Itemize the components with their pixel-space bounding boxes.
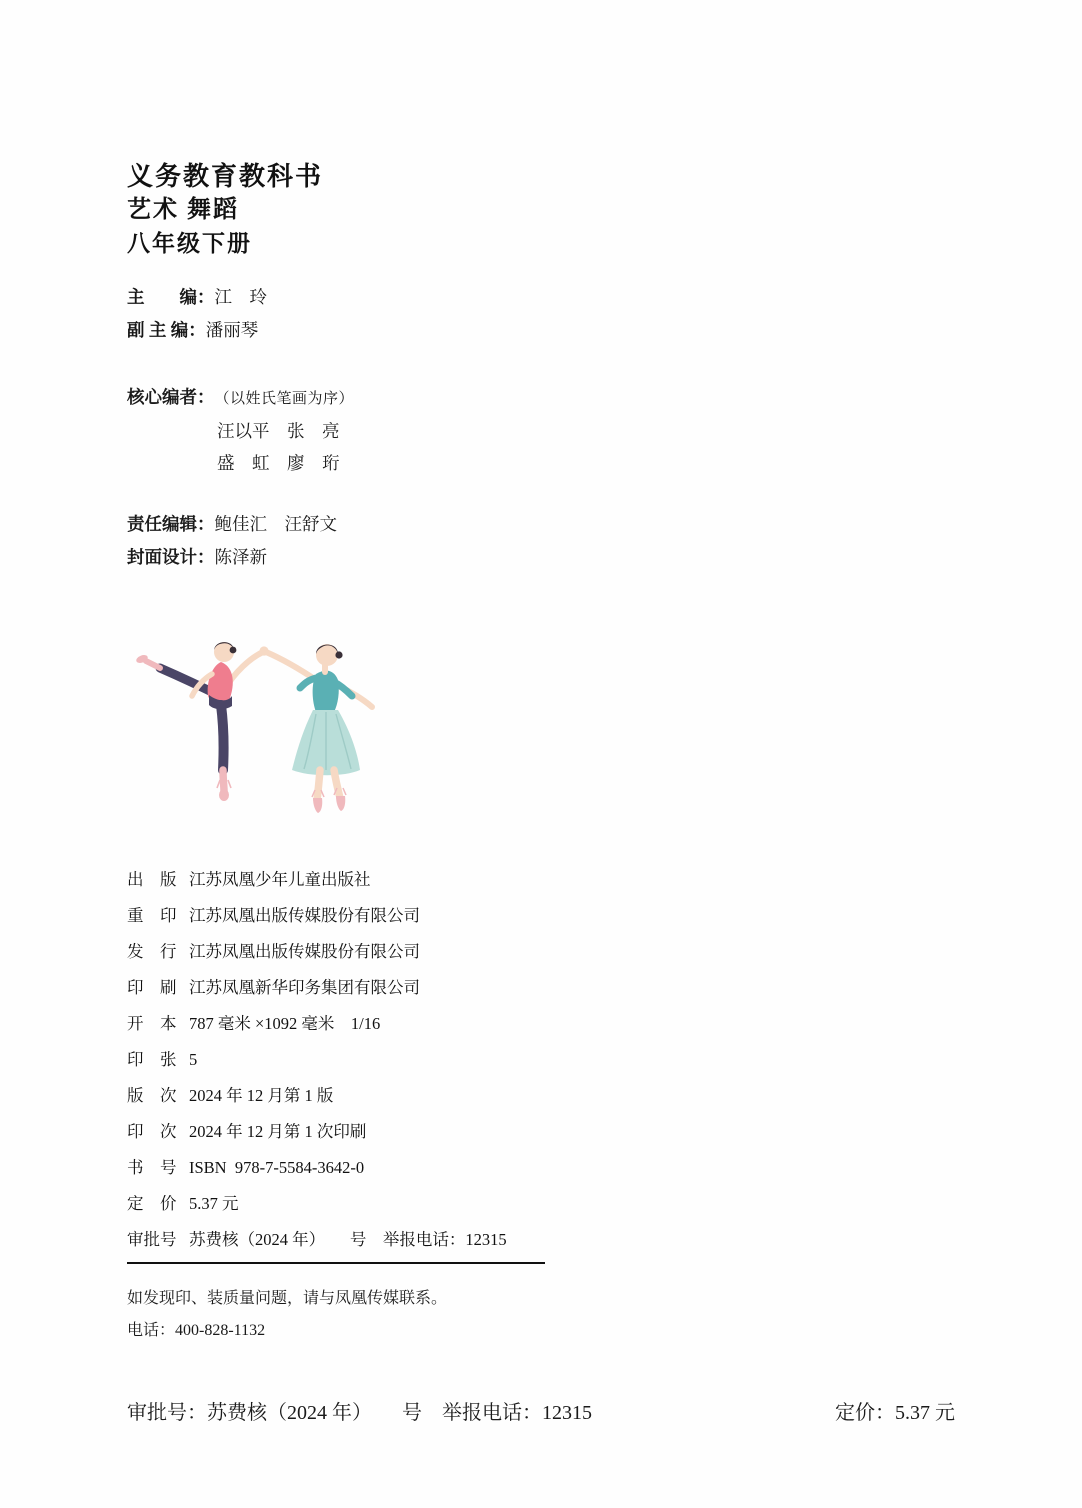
core-editors-names-line-1: 汪以平 张 亮 xyxy=(217,421,340,441)
imprint-key: 书 号 xyxy=(127,1158,177,1177)
page-footer xyxy=(127,1396,955,1425)
right-dancer xyxy=(259,644,372,813)
imprint-value: 2024 年 12 月第 1 次印刷 xyxy=(189,1122,367,1141)
imprint-key: 开 本 xyxy=(127,1014,177,1033)
imprint-value: 江苏凤凰新华印务集团有限公司 xyxy=(189,978,420,997)
imprint-value: ISBN 978-7-5584-3642-0 xyxy=(189,1158,365,1177)
imprint-key: 印 刷 xyxy=(127,978,177,997)
imprint-row xyxy=(127,1150,827,1186)
footer-approval-number: 审批号：苏费核（2024 年） 号 举报电话：12315 xyxy=(127,1402,592,1424)
imprint-row xyxy=(127,1186,827,1222)
responsible-editor-value: 鲍佳汇 汪舒文 xyxy=(214,514,337,534)
quality-notice-phone: 电话：400-828-1132 xyxy=(127,1322,266,1339)
imprint-row xyxy=(127,1222,827,1258)
imprint-row xyxy=(127,970,827,1006)
imprint-key: 印 张 xyxy=(127,1050,177,1069)
chief-editor-label: 主 编： xyxy=(127,287,215,307)
cover-designer-row xyxy=(127,541,767,574)
imprint-row xyxy=(127,1114,827,1150)
editor-credits xyxy=(127,281,767,347)
imprint-list xyxy=(127,862,827,1258)
production-credits xyxy=(127,508,767,574)
two-ballet-dancers-illustration xyxy=(120,610,420,840)
imprint-value: 2024 年 12 月第 1 版 xyxy=(189,1086,334,1105)
divider-rule xyxy=(127,1262,545,1264)
quality-notice xyxy=(127,1283,827,1347)
imprint-key: 版 次 xyxy=(127,1086,177,1105)
imprint-key: 印 次 xyxy=(127,1122,177,1141)
imprint-value: 江苏凤凰出版传媒股份有限公司 xyxy=(189,906,420,925)
responsible-editor-label: 责任编辑： xyxy=(127,514,215,534)
imprint-value: 5 xyxy=(189,1050,198,1069)
chief-editor-row xyxy=(127,281,767,314)
core-editors-block xyxy=(127,381,767,479)
imprint-value: 江苏凤凰少年儿童出版社 xyxy=(189,870,371,889)
core-editors-note: （以姓氏笔画为序） xyxy=(214,391,355,407)
imprint-key: 发 行 xyxy=(127,942,177,961)
chief-editor-value: 江 玲 xyxy=(214,287,267,307)
imprint-value: 江苏凤凰出版传媒股份有限公司 xyxy=(189,942,420,961)
imprint-row xyxy=(127,898,827,934)
imprint-row xyxy=(127,1078,827,1114)
imprint-row xyxy=(127,1006,827,1042)
deputy-editor-label: 副 主 编： xyxy=(127,320,206,340)
left-dancer xyxy=(135,642,263,801)
imprint-row xyxy=(127,1042,827,1078)
subject-title: 艺术 舞蹈 xyxy=(127,197,239,223)
imprint-value: 787 毫米 ×1092 毫米 1/16 xyxy=(189,1014,381,1033)
imprint-value: 5.37 元 xyxy=(189,1194,239,1213)
imprint-key: 出 版 xyxy=(127,870,177,889)
core-editors-label: 核心编者： xyxy=(127,387,215,407)
title-block xyxy=(127,160,747,261)
core-editors-header xyxy=(127,381,767,415)
quality-notice-line-1: 如发现印、装质量问题，请与凤凰传媒联系。 xyxy=(127,1290,448,1307)
core-editors-names-line-2: 盛 虹 廖 珩 xyxy=(217,453,340,473)
deputy-editor-value: 潘丽琴 xyxy=(205,320,259,340)
footer-price: 定价：5.37 元 xyxy=(835,1402,955,1424)
imprint-row xyxy=(127,934,827,970)
imprint-value: 苏费核（2024 年） 号 举报电话：12315 xyxy=(189,1230,507,1249)
imprint-key: 审批号 xyxy=(127,1230,177,1249)
cover-designer-label: 封面设计： xyxy=(127,547,215,567)
responsible-editor-row xyxy=(127,508,767,541)
series-title: 义务教育教科书 xyxy=(127,162,324,191)
imprint-key: 定 价 xyxy=(127,1194,177,1213)
cover-designer-value: 陈泽新 xyxy=(214,547,267,567)
grade-title: 八年级下册 xyxy=(127,231,252,256)
imprint-row xyxy=(127,862,827,898)
imprint-key: 重 印 xyxy=(127,906,177,925)
deputy-editor-row xyxy=(127,314,767,347)
